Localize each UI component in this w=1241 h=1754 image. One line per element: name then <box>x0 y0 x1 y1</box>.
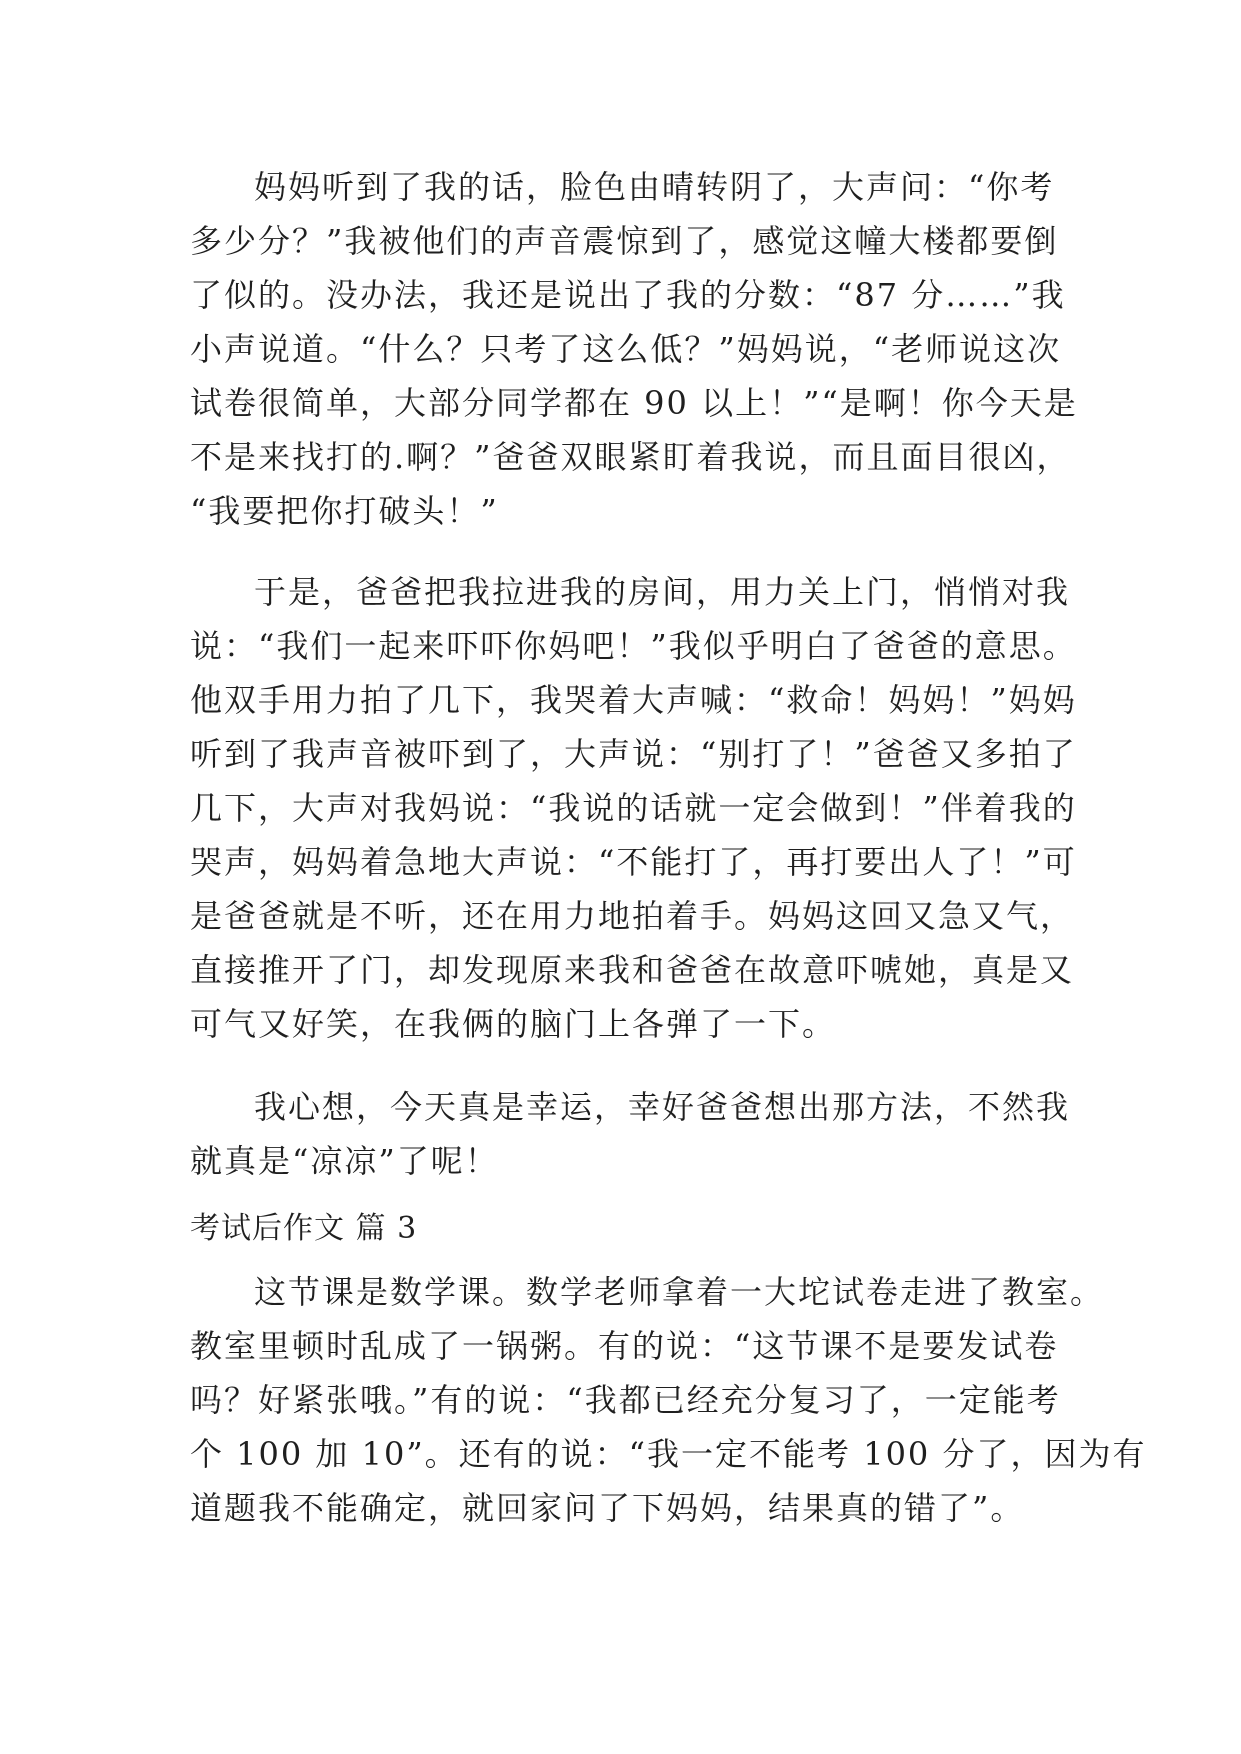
paragraph-line: 哭声，妈妈着急地大声说：“不能打了，再打要出人了！”可 <box>190 843 1077 881</box>
paragraph-line: 听到了我声音被吓到了，大声说：“别打了！”爸爸又多拍了 <box>190 735 1077 773</box>
paragraph-line: 我心想，今天真是幸运，幸好爸爸想出那方法，不然我 <box>254 1088 1071 1126</box>
paragraph-line: 试卷很简单，大部分同学都在 90 以上！”“是啊！你今天是 <box>190 384 1078 422</box>
paragraph-line: 说：“我们一起来吓吓你妈吧！”我似乎明白了爸爸的意思。 <box>190 627 1077 665</box>
paragraph-2 <box>190 565 1150 1051</box>
paragraph-line: “我要把你打破头！” <box>190 492 499 530</box>
paragraph-line: 他双手用力拍了几下，我哭着大声喊：“救命！妈妈！”妈妈 <box>190 681 1077 719</box>
paragraph-line: 不是来找打的.啊？”爸爸双眼紧盯着我说，而且面目很凶， <box>190 438 1071 476</box>
paragraph-line: 妈妈听到了我的话，脸色由晴转阴了，大声问：“你考 <box>254 168 1055 206</box>
paragraph-3 <box>190 1080 1150 1188</box>
paragraph-line: 直接推开了门，却发现原来我和爸爸在故意吓唬她，真是又 <box>190 951 1075 989</box>
paragraph-line: 教室里顿时乱成了一锅粥。有的说：“这节课不是要发试卷 <box>190 1327 1059 1365</box>
paragraph-line: 就真是“凉凉”了呢！ <box>190 1142 499 1180</box>
paragraph-line: 是爸爸就是不听，还在用力地拍着手。妈妈这回又急又气， <box>190 897 1075 935</box>
paragraph-line: 个 100 加 10”。还有的说：“我一定不能考 100 分了，因为有 <box>190 1435 1147 1473</box>
paragraph-line: 于是，爸爸把我拉进我的房间，用力关上门，悄悄对我 <box>254 573 1071 611</box>
paragraph-1 <box>190 160 1150 538</box>
paragraph-line: 道题我不能确定，就回家问了下妈妈，结果真的错了”。 <box>190 1489 1025 1527</box>
paragraph-line: 小声说道。“什么？只考了这么低？”妈妈说，“老师说这次 <box>190 330 1062 368</box>
paragraph-line: 吗？好紧张哦。”有的说：“我都已经充分复习了，一定能考 <box>190 1381 1061 1419</box>
paragraph-line: 可气又好笑，在我俩的脑门上各弹了一下。 <box>190 1005 837 1043</box>
paragraph-4 <box>190 1265 1150 1535</box>
paragraph-line: 几下，大声对我妈说：“我说的话就一定会做到！”伴着我的 <box>190 789 1077 827</box>
paragraph-line: 多少分？”我被他们的声音震惊到了，感觉这幢大楼都要倒 <box>190 222 1059 260</box>
section-heading: 考试后作文 篇 3 <box>190 1211 418 1246</box>
paragraph-line: 这节课是数学课。数学老师拿着一大坨试卷走进了教室。 <box>254 1273 1105 1311</box>
paragraph-line: 了似的。没办法，我还是说出了我的分数：“87 分……”我 <box>190 276 1066 314</box>
